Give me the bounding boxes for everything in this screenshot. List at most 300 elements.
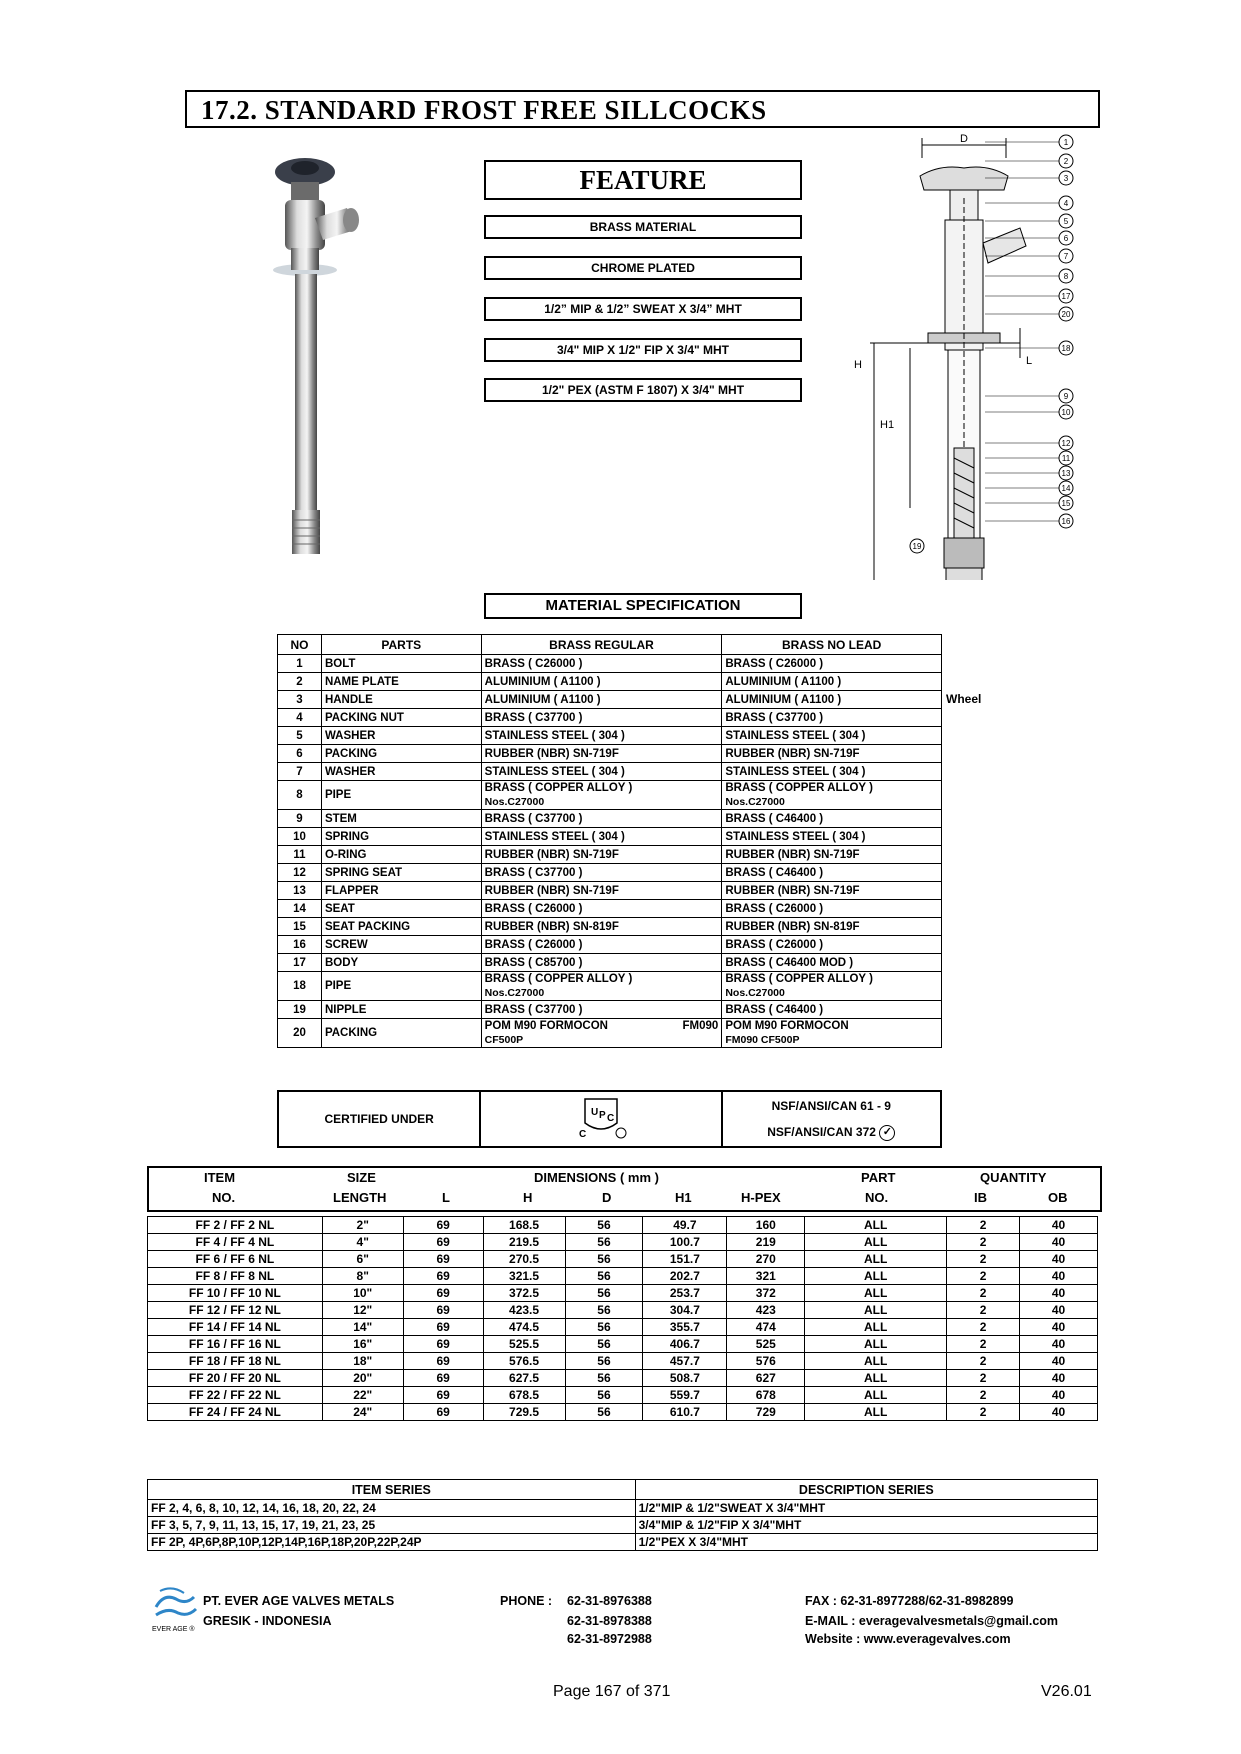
dimensions-table bbox=[147, 1216, 1098, 1421]
material-table bbox=[277, 634, 942, 1048]
dim-head-part: PART bbox=[861, 1170, 896, 1185]
material-cell-nolead: RUBBER (NBR) SN-819F bbox=[722, 918, 942, 936]
material-cell-reg: BRASS ( C37700 ) bbox=[481, 810, 722, 828]
material-cell-no: 12 bbox=[278, 864, 322, 882]
dimension-cell: 321.5 bbox=[483, 1268, 565, 1285]
dimension-cell: 69 bbox=[403, 1268, 483, 1285]
dim-label-h1: H1 bbox=[880, 419, 895, 431]
dimension-cell: ALL bbox=[805, 1336, 947, 1353]
series-cell: FF 2, 4, 6, 8, 10, 12, 14, 16, 18, 20, 22, 24 bbox=[148, 1500, 636, 1517]
material-cell-nolead: BRASS ( C46400 ) bbox=[722, 810, 942, 828]
material-cell-no: 8 bbox=[278, 781, 322, 810]
dimension-cell: 406.7 bbox=[643, 1336, 727, 1353]
material-cell-part: WASHER bbox=[321, 763, 481, 781]
dimension-cell: 40 bbox=[1020, 1319, 1098, 1336]
material-cell-reg: BRASS ( C85700 ) bbox=[481, 954, 722, 972]
material-cell-no: 1 bbox=[278, 655, 322, 673]
phone-number: 62-31-8972988 bbox=[567, 1632, 652, 1646]
material-header: NO bbox=[278, 635, 322, 655]
dimension-cell: 10" bbox=[322, 1285, 403, 1302]
dimension-cell: 729 bbox=[727, 1404, 805, 1421]
version: V26.01 bbox=[1041, 1683, 1092, 1700]
callout-number: 8 bbox=[1063, 272, 1069, 281]
dimension-cell: 69 bbox=[403, 1251, 483, 1268]
callout-number: 4 bbox=[1063, 199, 1069, 208]
dimension-cell: ALL bbox=[805, 1234, 947, 1251]
callout-number: 18 bbox=[1061, 344, 1071, 353]
material-cell-no: 19 bbox=[278, 1001, 322, 1019]
dimension-cell: FF 8 / FF 8 NL bbox=[148, 1268, 323, 1285]
dimension-row bbox=[148, 1302, 1098, 1319]
callout-number: 5 bbox=[1063, 217, 1069, 226]
dim-head-l: L bbox=[442, 1190, 450, 1205]
material-cell-nolead: STAINLESS STEEL ( 304 ) bbox=[722, 828, 942, 846]
dimension-cell: 729.5 bbox=[483, 1404, 565, 1421]
material-cell-reg: RUBBER (NBR) SN-719F bbox=[481, 846, 722, 864]
material-cell-no: 10 bbox=[278, 828, 322, 846]
dimension-cell: 2 bbox=[947, 1387, 1020, 1404]
dimension-cell: 12" bbox=[322, 1302, 403, 1319]
dimension-row bbox=[148, 1217, 1098, 1234]
dimension-cell: 168.5 bbox=[483, 1217, 565, 1234]
dim-label-l: L bbox=[1026, 355, 1033, 367]
page-number: Page 167 of 371 bbox=[553, 1683, 671, 1700]
material-header: PARTS bbox=[321, 635, 481, 655]
material-cell-no: 3 bbox=[278, 691, 322, 709]
dimension-cell: 2 bbox=[947, 1302, 1020, 1319]
dimension-cell: 525 bbox=[727, 1336, 805, 1353]
technical-drawing bbox=[850, 128, 1100, 580]
series-cell: 1/2"MIP & 1/2"SWEAT X 3/4"MHT bbox=[635, 1500, 1097, 1517]
material-line: FM090 bbox=[682, 1020, 719, 1032]
dimension-cell: 56 bbox=[565, 1268, 643, 1285]
material-cell-reg: STAINLESS STEEL ( 304 ) bbox=[481, 727, 722, 745]
series-cell: FF 3, 5, 7, 9, 11, 13, 15, 17, 19, 21, 23, 25 bbox=[148, 1517, 636, 1534]
material-row bbox=[278, 810, 942, 828]
product-photo bbox=[255, 148, 395, 568]
material-row bbox=[278, 745, 942, 763]
dimension-cell: 69 bbox=[403, 1319, 483, 1336]
dimension-cell: 40 bbox=[1020, 1404, 1098, 1421]
phone-number: 62-31-8976388 bbox=[567, 1594, 652, 1608]
material-cell-no: 20 bbox=[278, 1019, 322, 1048]
series-row bbox=[148, 1534, 1098, 1551]
dimension-cell: FF 10 / FF 10 NL bbox=[148, 1285, 323, 1302]
dimension-cell: 2 bbox=[947, 1234, 1020, 1251]
material-cell-part: NAME PLATE bbox=[321, 673, 481, 691]
dimension-cell: FF 4 / FF 4 NL bbox=[148, 1234, 323, 1251]
dimension-cell: FF 6 / FF 6 NL bbox=[148, 1251, 323, 1268]
dimension-cell: 40 bbox=[1020, 1268, 1098, 1285]
material-cell-no: 2 bbox=[278, 673, 322, 691]
dimension-row bbox=[148, 1404, 1098, 1421]
material-row bbox=[278, 846, 942, 864]
fax: FAX : 62-31-8977288/62-31-8982899 bbox=[805, 1594, 1014, 1608]
material-cell-nolead: RUBBER (NBR) SN-719F bbox=[722, 846, 942, 864]
nsf-line-2: NSF/ANSI/CAN 372 bbox=[767, 1125, 876, 1139]
series-cell: FF 2P, 4P,6P,8P,10P,12P,14P,16P,18P,20P,22P,24P bbox=[148, 1534, 636, 1551]
feature-item: CHROME PLATED bbox=[484, 256, 802, 280]
dimension-cell: 2 bbox=[947, 1268, 1020, 1285]
dim-head-h: H bbox=[523, 1190, 533, 1205]
material-cell-nolead: STAINLESS STEEL ( 304 ) bbox=[722, 727, 942, 745]
material-line: BRASS ( COPPER ALLOY ) bbox=[484, 782, 633, 794]
callout-number: 10 bbox=[1061, 408, 1071, 417]
dimension-row bbox=[148, 1285, 1098, 1302]
dim-head-dimensions: DIMENSIONS ( mm ) bbox=[534, 1170, 659, 1185]
material-row bbox=[278, 691, 942, 709]
dimension-cell: 2 bbox=[947, 1370, 1020, 1387]
material-cell-reg: ALUMINIUM ( A1100 ) bbox=[481, 691, 722, 709]
dim-head-ib: IB bbox=[974, 1190, 987, 1205]
callout-number: 12 bbox=[1061, 439, 1071, 448]
material-line: BRASS ( COPPER ALLOY ) bbox=[484, 973, 633, 985]
series-row bbox=[148, 1500, 1098, 1517]
dimension-cell: 160 bbox=[727, 1217, 805, 1234]
feature-item: 1/2" PEX (ASTM F 1807) X 3/4" MHT bbox=[484, 378, 802, 402]
dimension-cell: FF 14 / FF 14 NL bbox=[148, 1319, 323, 1336]
dimension-cell: 576 bbox=[727, 1353, 805, 1370]
dimension-cell: 56 bbox=[565, 1302, 643, 1319]
material-cell-part: SEAT PACKING bbox=[321, 918, 481, 936]
material-row bbox=[278, 954, 942, 972]
dimension-cell: 2 bbox=[947, 1336, 1020, 1353]
material-cell-part: SPRING bbox=[321, 828, 481, 846]
dimension-cell: 40 bbox=[1020, 1387, 1098, 1404]
series-cell: 1/2"PEX X 3/4"MHT bbox=[635, 1534, 1097, 1551]
phone-number: 62-31-8978388 bbox=[567, 1614, 652, 1628]
dim-head-size: SIZE bbox=[347, 1170, 376, 1185]
dimension-cell: FF 22 / FF 22 NL bbox=[148, 1387, 323, 1404]
dimension-row bbox=[148, 1387, 1098, 1404]
material-cell-nolead: BRASS ( C46400 MOD ) bbox=[722, 954, 942, 972]
material-cell-nolead bbox=[722, 1019, 942, 1048]
dimension-cell: 2 bbox=[947, 1404, 1020, 1421]
dimension-cell: ALL bbox=[805, 1319, 947, 1336]
material-cell-nolead: BRASS ( C46400 ) bbox=[722, 864, 942, 882]
material-cell-no: 9 bbox=[278, 810, 322, 828]
material-cell-reg: RUBBER (NBR) SN-819F bbox=[481, 918, 722, 936]
material-row bbox=[278, 655, 942, 673]
dimension-cell: 14" bbox=[322, 1319, 403, 1336]
dimension-cell: 20" bbox=[322, 1370, 403, 1387]
dimension-cell: 69 bbox=[403, 1353, 483, 1370]
company-location: GRESIK - INDONESIA bbox=[203, 1614, 332, 1628]
series-row bbox=[148, 1517, 1098, 1534]
material-row bbox=[278, 781, 942, 810]
material-cell-no: 7 bbox=[278, 763, 322, 781]
material-cell-part: HANDLE bbox=[321, 691, 481, 709]
dimension-cell: 219.5 bbox=[483, 1234, 565, 1251]
dimension-cell: 423 bbox=[727, 1302, 805, 1319]
material-line: POM M90 FORMOCON bbox=[725, 1020, 849, 1032]
material-cell-part: SCREW bbox=[321, 936, 481, 954]
dimension-cell: FF 2 / FF 2 NL bbox=[148, 1217, 323, 1234]
material-title: MATERIAL SPECIFICATION bbox=[484, 593, 802, 619]
dimension-row bbox=[148, 1268, 1098, 1285]
dimension-row bbox=[148, 1336, 1098, 1353]
material-row bbox=[278, 882, 942, 900]
material-cell-nolead: STAINLESS STEEL ( 304 ) bbox=[722, 763, 942, 781]
dimension-cell: 69 bbox=[403, 1234, 483, 1251]
dimension-cell: 24" bbox=[322, 1404, 403, 1421]
dimension-cell: 474 bbox=[727, 1319, 805, 1336]
dimension-cell: 2" bbox=[322, 1217, 403, 1234]
dimension-cell: 40 bbox=[1020, 1251, 1098, 1268]
series-header: DESCRIPTION SERIES bbox=[635, 1480, 1097, 1500]
callout-number: 2 bbox=[1063, 157, 1069, 166]
material-cell-reg: BRASS ( C26000 ) bbox=[481, 900, 722, 918]
material-cell-no: 6 bbox=[278, 745, 322, 763]
callout-number: 14 bbox=[1061, 484, 1071, 493]
dimension-cell: 69 bbox=[403, 1302, 483, 1319]
dimension-row bbox=[148, 1319, 1098, 1336]
dimension-cell: 678 bbox=[727, 1387, 805, 1404]
upc-logo-cell bbox=[480, 1091, 721, 1147]
material-row bbox=[278, 864, 942, 882]
pipe bbox=[295, 274, 317, 514]
material-cell-reg: STAINLESS STEEL ( 304 ) bbox=[481, 828, 722, 846]
dimension-cell: 8" bbox=[322, 1268, 403, 1285]
dimension-row bbox=[148, 1234, 1098, 1251]
dimension-cell: 423.5 bbox=[483, 1302, 565, 1319]
material-cell-reg bbox=[481, 1019, 722, 1048]
dimension-cell: 2 bbox=[947, 1285, 1020, 1302]
dim-head-length: LENGTH bbox=[333, 1190, 387, 1205]
material-cell-part: NIPPLE bbox=[321, 1001, 481, 1019]
certified-label: CERTIFIED UNDER bbox=[278, 1091, 480, 1147]
material-cell-part: PACKING bbox=[321, 745, 481, 763]
material-header: BRASS REGULAR bbox=[481, 635, 722, 655]
dimension-cell: 56 bbox=[565, 1353, 643, 1370]
dimension-row bbox=[148, 1251, 1098, 1268]
material-cell-nolead: BRASS ( C37700 ) bbox=[722, 709, 942, 727]
series-cell: 3/4"MIP & 1/2"FIP X 3/4"MHT bbox=[635, 1517, 1097, 1534]
material-cell-no: 15 bbox=[278, 918, 322, 936]
dimension-cell: 2 bbox=[947, 1251, 1020, 1268]
callout-number: 9 bbox=[1063, 392, 1069, 401]
material-line: FM090 CF500P bbox=[725, 1034, 800, 1046]
material-cell-no: 4 bbox=[278, 709, 322, 727]
material-cell-part: PIPE bbox=[321, 781, 481, 810]
dimension-cell: 525.5 bbox=[483, 1336, 565, 1353]
dimension-cell: 270.5 bbox=[483, 1251, 565, 1268]
material-cell-nolead: ALUMINIUM ( A1100 ) bbox=[722, 673, 942, 691]
dimension-cell: 69 bbox=[403, 1404, 483, 1421]
material-row bbox=[278, 900, 942, 918]
material-cell-part: STEM bbox=[321, 810, 481, 828]
dimension-cell: 627 bbox=[727, 1370, 805, 1387]
page-title-box bbox=[185, 90, 1100, 128]
dimension-cell: 40 bbox=[1020, 1353, 1098, 1370]
material-row bbox=[278, 763, 942, 781]
dimension-cell: 219 bbox=[727, 1234, 805, 1251]
material-cell-part: BODY bbox=[321, 954, 481, 972]
callout-number: 3 bbox=[1063, 174, 1069, 183]
certification-table bbox=[277, 1090, 942, 1148]
dim-head-ob: OB bbox=[1048, 1190, 1068, 1205]
dimension-row bbox=[148, 1353, 1098, 1370]
material-cell-reg: BRASS ( C26000 ) bbox=[481, 936, 722, 954]
material-cell-part: PACKING NUT bbox=[321, 709, 481, 727]
material-row bbox=[278, 1019, 942, 1048]
dimension-cell: 253.7 bbox=[643, 1285, 727, 1302]
dimension-cell: 40 bbox=[1020, 1336, 1098, 1353]
dimension-cell: ALL bbox=[805, 1353, 947, 1370]
material-line: Nos.C27000 bbox=[725, 987, 785, 999]
material-cell-nolead bbox=[722, 972, 942, 1001]
dimension-cell: 56 bbox=[565, 1285, 643, 1302]
dimension-cell: 2 bbox=[947, 1217, 1020, 1234]
dimension-cell: 559.7 bbox=[643, 1387, 727, 1404]
material-cell-reg: BRASS ( C37700 ) bbox=[481, 864, 722, 882]
callout-number: 15 bbox=[1061, 499, 1071, 508]
callout-number: 16 bbox=[1061, 517, 1071, 526]
dimension-cell: 202.7 bbox=[643, 1268, 727, 1285]
material-cell-no: 5 bbox=[278, 727, 322, 745]
material-cell-no: 11 bbox=[278, 846, 322, 864]
dimension-row bbox=[148, 1370, 1098, 1387]
material-cell-reg bbox=[481, 781, 722, 810]
material-cell-reg: BRASS ( C37700 ) bbox=[481, 1001, 722, 1019]
dimension-cell: 321 bbox=[727, 1268, 805, 1285]
dimension-cell: 40 bbox=[1020, 1217, 1098, 1234]
dim-head-h1: H1 bbox=[675, 1190, 692, 1205]
material-cell-reg: RUBBER (NBR) SN-719F bbox=[481, 745, 722, 763]
material-cell-part: FLAPPER bbox=[321, 882, 481, 900]
logo-text: EVER AGE ® bbox=[152, 1626, 195, 1633]
dimension-cell: FF 24 / FF 24 NL bbox=[148, 1404, 323, 1421]
dimension-cell: 16" bbox=[322, 1336, 403, 1353]
dimension-cell: 40 bbox=[1020, 1370, 1098, 1387]
page-title: 17.2. STANDARD FROST FREE SILLCOCKS bbox=[201, 95, 767, 125]
callout-number: 11 bbox=[1061, 454, 1071, 463]
dimension-cell: 355.7 bbox=[643, 1319, 727, 1336]
dimension-cell: ALL bbox=[805, 1387, 947, 1404]
callout-number: 13 bbox=[1061, 469, 1071, 478]
upc-letter: U bbox=[590, 1106, 599, 1118]
callout-nipple: 19 bbox=[912, 542, 922, 551]
material-cell-no: 13 bbox=[278, 882, 322, 900]
callout-number: 7 bbox=[1063, 252, 1069, 261]
material-cell-part: SEAT bbox=[321, 900, 481, 918]
material-row bbox=[278, 709, 942, 727]
material-row bbox=[278, 918, 942, 936]
series-table bbox=[147, 1479, 1098, 1551]
dimension-cell: ALL bbox=[805, 1404, 947, 1421]
dimension-cell: 49.7 bbox=[643, 1217, 727, 1234]
material-cell-nolead bbox=[722, 781, 942, 810]
company-name: PT. EVER AGE VALVES METALS bbox=[203, 1594, 395, 1608]
dimension-cell: 4" bbox=[322, 1234, 403, 1251]
dimensions-header bbox=[147, 1166, 1102, 1212]
dimension-cell: 270 bbox=[727, 1251, 805, 1268]
material-cell-reg: BRASS ( C37700 ) bbox=[481, 709, 722, 727]
dimension-cell: ALL bbox=[805, 1268, 947, 1285]
material-cell-nolead: BRASS ( C26000 ) bbox=[722, 936, 942, 954]
dimension-cell: 372 bbox=[727, 1285, 805, 1302]
dim-head-quantity: QUANTITY bbox=[980, 1170, 1047, 1185]
dimension-cell: 40 bbox=[1020, 1302, 1098, 1319]
material-cell-part: WASHER bbox=[321, 727, 481, 745]
dimension-cell: 56 bbox=[565, 1387, 643, 1404]
material-cell-reg: ALUMINIUM ( A1100 ) bbox=[481, 673, 722, 691]
material-cell-reg: RUBBER (NBR) SN-719F bbox=[481, 882, 722, 900]
wheel-note: Wheel bbox=[946, 692, 982, 706]
material-cell-reg: STAINLESS STEEL ( 304 ) bbox=[481, 763, 722, 781]
dimension-cell: ALL bbox=[805, 1251, 947, 1268]
material-cell-reg: BRASS ( C26000 ) bbox=[481, 655, 722, 673]
dimension-cell: 627.5 bbox=[483, 1370, 565, 1387]
dimension-cell: FF 20 / FF 20 NL bbox=[148, 1370, 323, 1387]
material-cell-part: PACKING bbox=[321, 1019, 481, 1048]
feature-item: BRASS MATERIAL bbox=[484, 215, 802, 239]
material-row bbox=[278, 1001, 942, 1019]
dimension-cell: 69 bbox=[403, 1217, 483, 1234]
dimension-cell: 40 bbox=[1020, 1234, 1098, 1251]
material-cell-part: O-RING bbox=[321, 846, 481, 864]
dimension-cell: 18" bbox=[322, 1353, 403, 1370]
material-cell-part: PIPE bbox=[321, 972, 481, 1001]
dimension-cell: 56 bbox=[565, 1234, 643, 1251]
dimension-cell: 2 bbox=[947, 1319, 1020, 1336]
dimension-cell: 56 bbox=[565, 1404, 643, 1421]
dimension-cell: 6" bbox=[322, 1251, 403, 1268]
dimension-cell: ALL bbox=[805, 1370, 947, 1387]
feature-title: FEATURE bbox=[484, 160, 802, 200]
nsf-line-1: NSF/ANSI/CAN 61 - 9 bbox=[771, 1099, 891, 1113]
dimension-cell: 69 bbox=[403, 1336, 483, 1353]
email: E-MAIL : everagevalvesmetals@gmail.com bbox=[805, 1614, 1059, 1628]
dimension-cell: 610.7 bbox=[643, 1404, 727, 1421]
material-cell-nolead: BRASS ( C46400 ) bbox=[722, 1001, 942, 1019]
dimension-cell: ALL bbox=[805, 1217, 947, 1234]
website: Website : www.everagevalves.com bbox=[805, 1632, 1011, 1646]
dimension-cell: 2 bbox=[947, 1353, 1020, 1370]
phone-label: PHONE : bbox=[500, 1594, 553, 1608]
dimension-cell: FF 16 / FF 16 NL bbox=[148, 1336, 323, 1353]
material-line: Nos.C27000 bbox=[725, 796, 785, 808]
dim-head-hpex: H-PEX bbox=[741, 1190, 781, 1205]
material-cell-no: 14 bbox=[278, 900, 322, 918]
dimension-cell: 69 bbox=[403, 1285, 483, 1302]
dimension-cell: 151.7 bbox=[643, 1251, 727, 1268]
material-line bbox=[485, 1019, 719, 1033]
material-row bbox=[278, 828, 942, 846]
material-cell-no: 18 bbox=[278, 972, 322, 1001]
dimension-cell: 100.7 bbox=[643, 1234, 727, 1251]
material-row bbox=[278, 727, 942, 745]
feature-item: 3/4" MIP X 1/2" FIP X 3/4" MHT bbox=[484, 338, 802, 362]
material-line: CF500P bbox=[484, 1034, 524, 1046]
dim-head-d: D bbox=[602, 1190, 612, 1205]
upc-letter: P bbox=[598, 1109, 606, 1121]
dimension-cell: 56 bbox=[565, 1217, 643, 1234]
dimension-cell: 372.5 bbox=[483, 1285, 565, 1302]
material-cell-part: SPRING SEAT bbox=[321, 864, 481, 882]
dimension-cell: 69 bbox=[403, 1370, 483, 1387]
material-cell-part: BOLT bbox=[321, 655, 481, 673]
material-line: Nos.C27000 bbox=[484, 796, 545, 808]
upc-logo bbox=[571, 1095, 631, 1141]
upc-letter: C bbox=[606, 1112, 615, 1124]
material-row bbox=[278, 936, 942, 954]
dimension-cell: ALL bbox=[805, 1285, 947, 1302]
dimension-cell: FF 18 / FF 18 NL bbox=[148, 1353, 323, 1370]
dimension-cell: 678.5 bbox=[483, 1387, 565, 1404]
material-cell-nolead: RUBBER (NBR) SN-719F bbox=[722, 882, 942, 900]
dim-label-h: H bbox=[854, 359, 862, 371]
